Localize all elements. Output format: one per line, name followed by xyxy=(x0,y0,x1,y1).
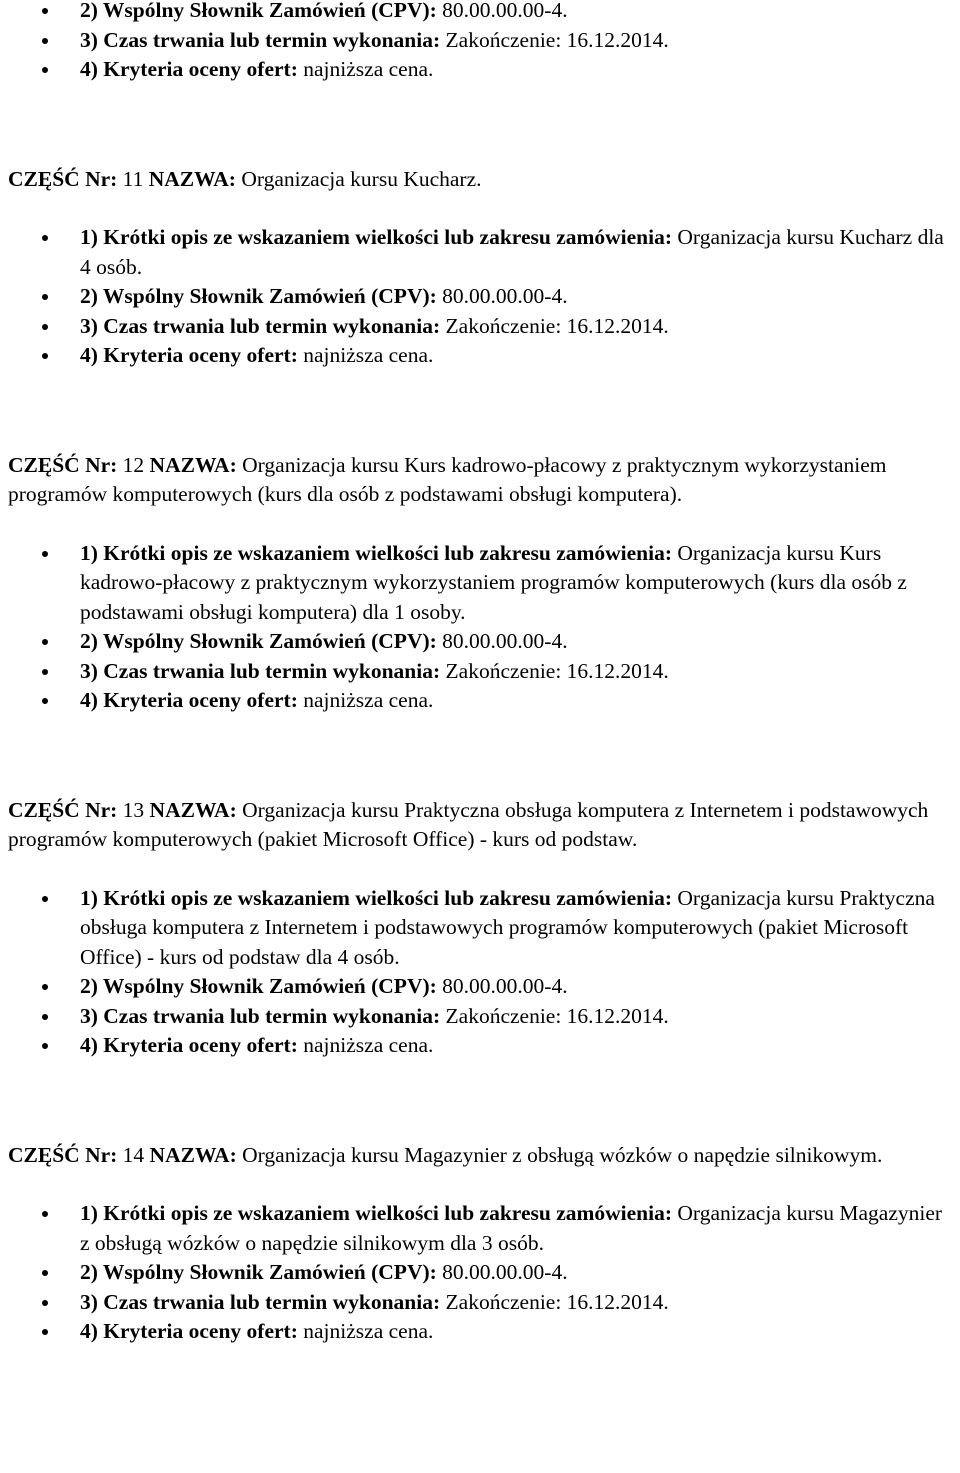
item-value: Zakończenie: 16.12.2014. xyxy=(440,313,669,338)
bullet-icon xyxy=(42,1329,48,1335)
item-label: 4) Kryteria oceny ofert: xyxy=(80,343,298,367)
top-item-list xyxy=(0,0,960,85)
item-label: 4) Kryteria oceny ofert: xyxy=(80,1319,298,1343)
name-label: NAZWA: xyxy=(149,1142,237,1167)
item-label: 1) Krótki opis ze wskazaniem wielkości lub zakresu zamówienia: xyxy=(80,540,673,565)
list-item xyxy=(0,282,960,312)
item-value: Organizacja kursu Magazynier z obsługą wózków o napędzie silnikowym dla 3 osób. xyxy=(80,1201,943,1255)
item-value: 80.00.00.00-4. xyxy=(436,0,568,22)
item-value: najniższa cena. xyxy=(297,57,434,81)
part-label: CZĘŚĆ Nr: xyxy=(8,797,118,822)
list-item xyxy=(0,26,960,56)
item-label: 4) Kryteria oceny ofert: xyxy=(80,57,298,81)
part-label: CZĘŚĆ Nr: xyxy=(8,166,118,191)
name-label: NAZWA: xyxy=(149,797,237,822)
part-section-12 xyxy=(0,451,960,716)
item-label: 4) Kryteria oceny ofert: xyxy=(80,688,298,712)
bullet-icon xyxy=(42,67,48,73)
part-name: Organizacja kursu Praktyczna obsługa komputera z Internetem i podstawowych programów komputerowych (pakiet Microsoft Office) - kurs od podstaw. xyxy=(8,797,929,851)
list-item xyxy=(0,884,960,973)
list-item xyxy=(0,539,960,628)
bullet-icon xyxy=(42,324,48,330)
part-number: 12 xyxy=(117,452,150,477)
list-item xyxy=(0,627,960,657)
bullet-icon xyxy=(42,8,48,14)
item-label: 2) Wspólny Słownik Zamówień (CPV): xyxy=(80,1260,437,1284)
item-value: Zakończenie: 16.12.2014. xyxy=(440,658,669,683)
part-label: CZĘŚĆ Nr: xyxy=(8,1142,118,1167)
item-label: 1) Krótki opis ze wskazaniem wielkości lub zakresu zamówienia: xyxy=(80,885,673,910)
item-value: najniższa cena. xyxy=(297,1033,434,1057)
item-label: 3) Czas trwania lub termin wykonania: xyxy=(80,27,441,52)
item-label: 2) Wspólny Słownik Zamówień (CPV): xyxy=(80,974,437,998)
list-item xyxy=(0,1258,960,1288)
item-value: najniższa cena. xyxy=(297,1319,434,1343)
bullet-icon xyxy=(42,294,48,300)
item-value: 80.00.00.00-4. xyxy=(436,1260,568,1284)
item-value: Zakończenie: 16.12.2014. xyxy=(440,27,669,52)
list-item xyxy=(0,312,960,342)
item-value: Zakończenie: 16.12.2014. xyxy=(440,1003,669,1028)
part-heading xyxy=(8,165,948,195)
part-heading xyxy=(8,1141,948,1171)
bullet-icon xyxy=(42,1014,48,1020)
bullet-icon xyxy=(42,1270,48,1276)
part-label: CZĘŚĆ Nr: xyxy=(8,452,118,477)
part-number: 13 xyxy=(117,797,150,822)
part-heading xyxy=(8,451,948,510)
bullet-icon xyxy=(42,235,48,241)
item-value: 80.00.00.00-4. xyxy=(436,629,568,653)
list-item xyxy=(0,1288,960,1318)
part-number: 11 xyxy=(117,166,149,191)
item-label: 2) Wspólny Słownik Zamówień (CPV): xyxy=(80,0,437,22)
bullet-icon xyxy=(42,698,48,704)
part-number: 14 xyxy=(117,1142,150,1167)
part-name: Organizacja kursu Kucharz. xyxy=(235,166,482,191)
item-value: najniższa cena. xyxy=(297,688,434,712)
bullet-icon xyxy=(42,669,48,675)
part-heading xyxy=(8,796,948,855)
part-section-14 xyxy=(0,1141,960,1347)
bullet-icon xyxy=(42,353,48,359)
item-label: 3) Czas trwania lub termin wykonania: xyxy=(80,1289,441,1314)
bullet-icon xyxy=(42,896,48,902)
list-item xyxy=(0,1317,960,1347)
name-label: NAZWA: xyxy=(149,452,237,477)
list-item xyxy=(0,55,960,85)
item-list xyxy=(0,884,960,1061)
item-list xyxy=(0,1199,960,1347)
item-label: 1) Krótki opis ze wskazaniem wielkości lub zakresu zamówienia: xyxy=(80,1201,673,1225)
item-value: Zakończenie: 16.12.2014. xyxy=(440,1289,669,1314)
part-section-11 xyxy=(0,165,960,371)
list-item xyxy=(0,686,960,716)
bullet-icon xyxy=(42,1211,48,1217)
list-item xyxy=(0,972,960,1002)
item-value: Organizacja kursu Kurs kadrowo-płacowy z praktycznym wykorzystaniem programów komputerowych (kurs dla osób z podstawami obsługi komputera) dla 1 osoby. xyxy=(80,540,907,624)
item-list xyxy=(0,539,960,716)
list-item xyxy=(0,0,960,26)
part-name: Organizacja kursu Kurs kadrowo-płacowy z praktycznym wykorzystaniem programów komputerowych (kurs dla osób z podstawami obsługi komputera). xyxy=(8,452,887,506)
bullet-icon xyxy=(42,984,48,990)
item-value: najniższa cena. xyxy=(297,343,434,367)
part-name: Organizacja kursu Magazynier z obsługą wózków o napędzie silnikowym. xyxy=(236,1142,883,1167)
bullet-icon xyxy=(42,1300,48,1306)
bullet-icon xyxy=(42,1043,48,1049)
name-label: NAZWA: xyxy=(148,166,236,191)
item-label: 2) Wspólny Słownik Zamówień (CPV): xyxy=(80,284,437,308)
bullet-icon xyxy=(42,551,48,557)
list-item xyxy=(0,657,960,687)
item-list xyxy=(0,223,960,371)
part-section-13 xyxy=(0,796,960,1061)
item-label: 2) Wspólny Słownik Zamówień (CPV): xyxy=(80,629,437,653)
item-label: 3) Czas trwania lub termin wykonania: xyxy=(80,1003,441,1028)
item-label: 4) Kryteria oceny ofert: xyxy=(80,1033,298,1057)
item-value: Organizacja kursu Praktyczna obsługa komputera z Internetem i podstawowych programów komputerowych (pakiet Microsoft Office) - kurs od podstaw dla 4 osób. xyxy=(80,885,935,969)
list-item xyxy=(0,1002,960,1032)
list-item xyxy=(0,223,960,282)
item-value: Organizacja kursu Kucharz dla 4 osób. xyxy=(80,225,944,279)
item-value: 80.00.00.00-4. xyxy=(436,284,568,308)
bullet-icon xyxy=(42,639,48,645)
bullet-icon xyxy=(42,38,48,44)
list-item xyxy=(0,1199,960,1258)
item-label: 3) Czas trwania lub termin wykonania: xyxy=(80,658,441,683)
item-label: 1) Krótki opis ze wskazaniem wielkości lub zakresu zamówienia: xyxy=(80,225,673,249)
item-value: 80.00.00.00-4. xyxy=(436,974,568,998)
item-label: 3) Czas trwania lub termin wykonania: xyxy=(80,313,441,338)
list-item xyxy=(0,341,960,371)
list-item xyxy=(0,1031,960,1061)
